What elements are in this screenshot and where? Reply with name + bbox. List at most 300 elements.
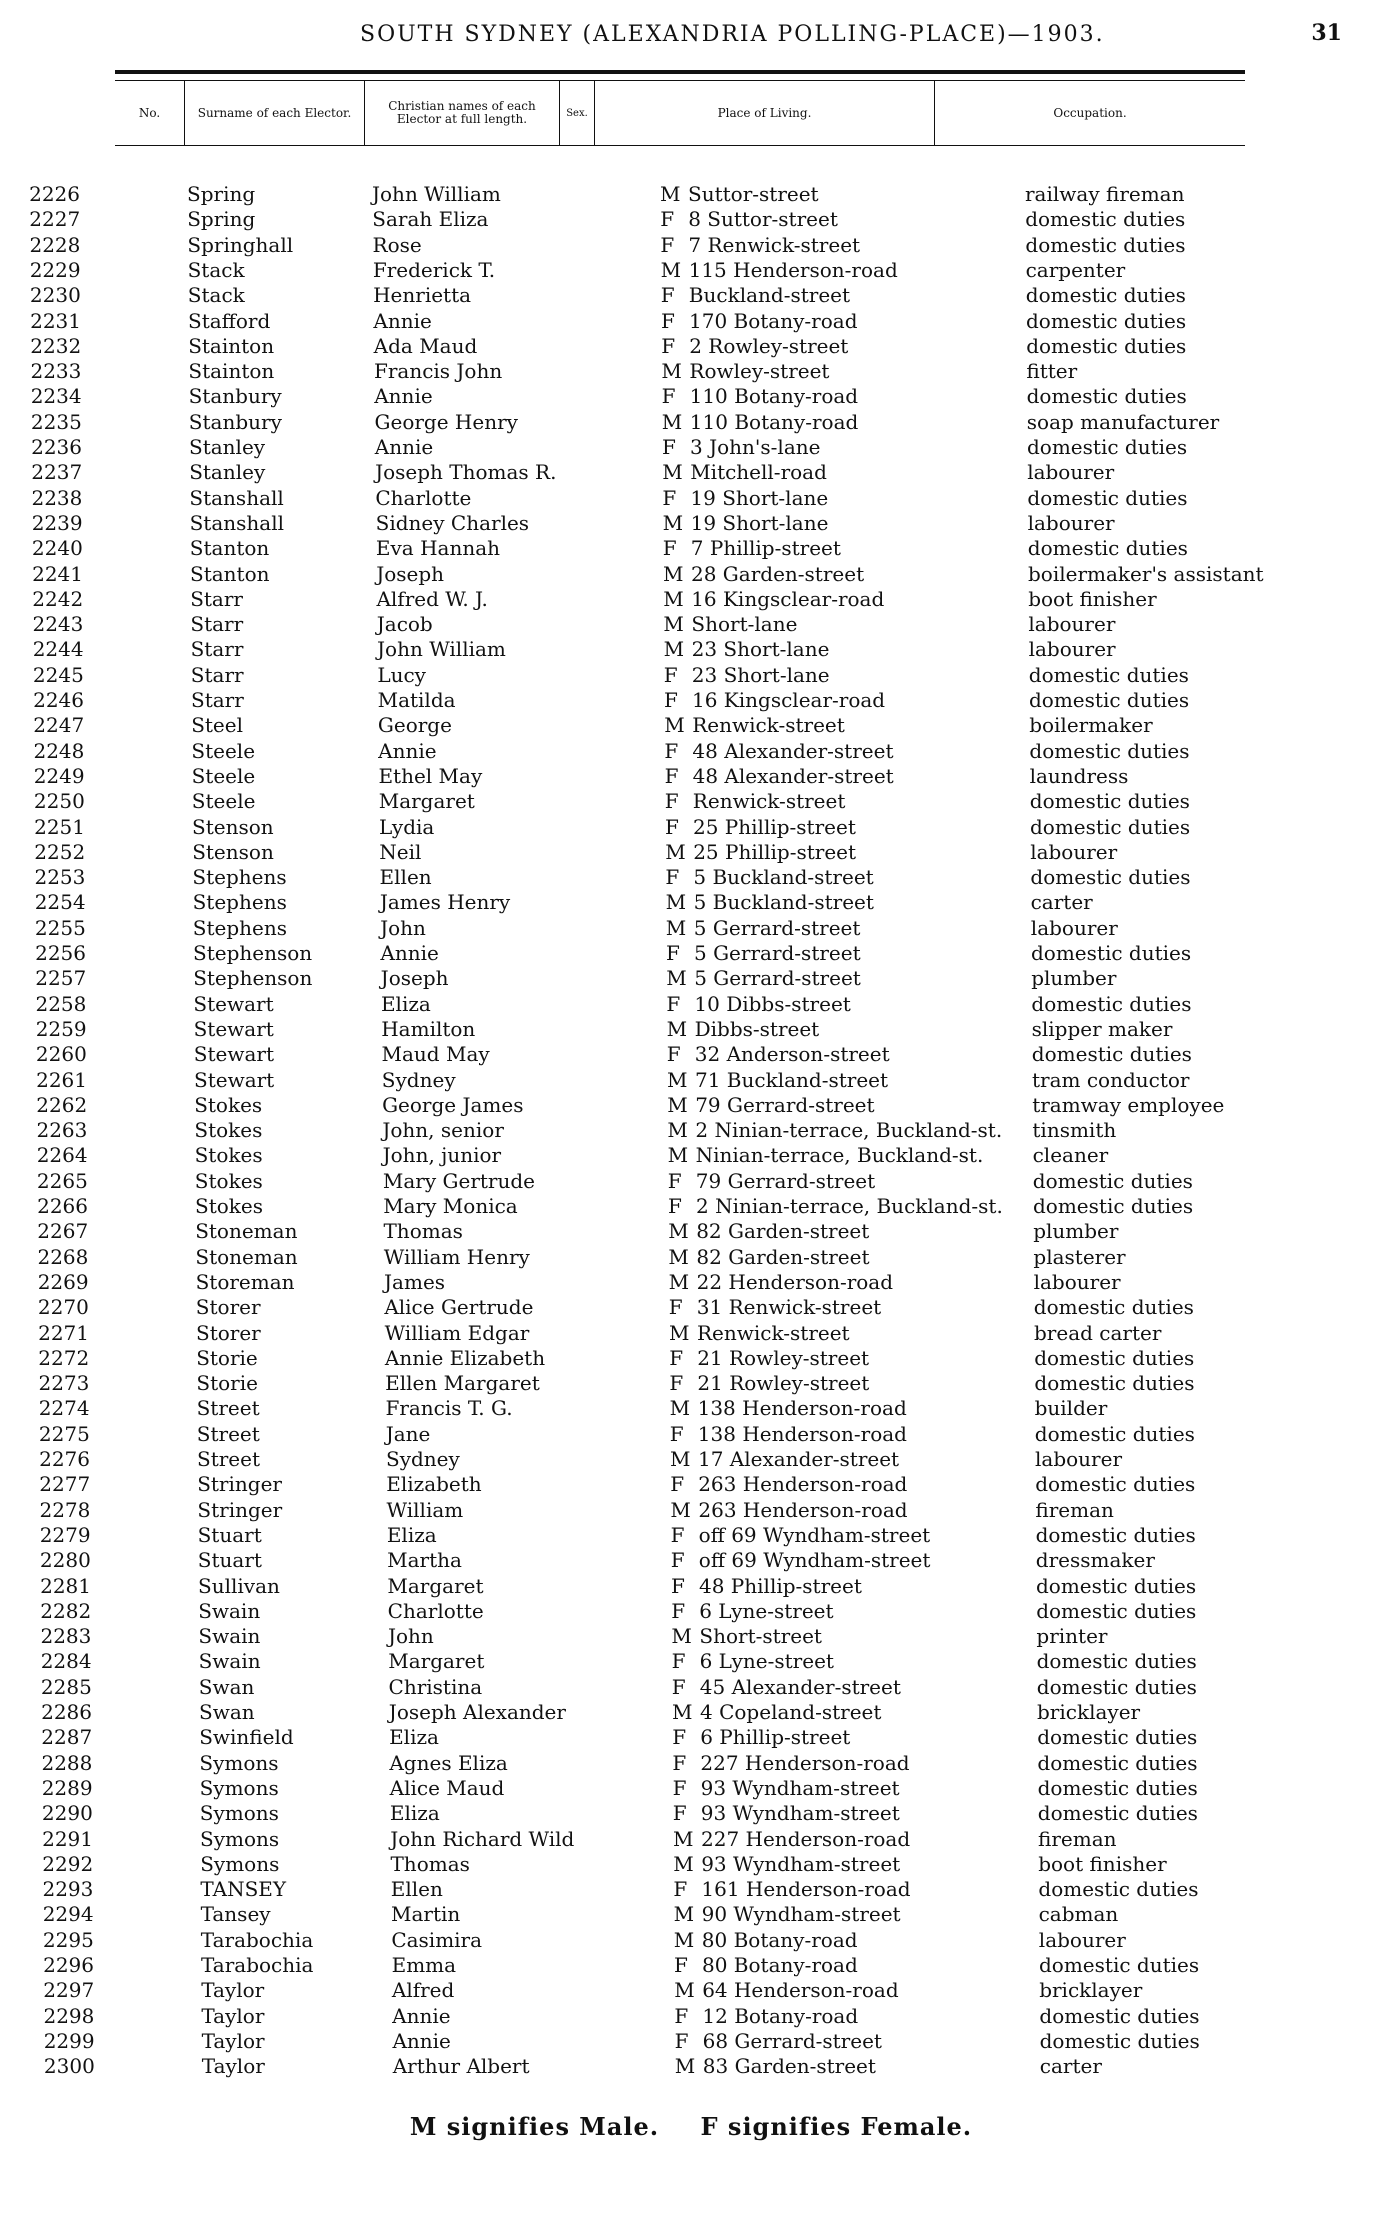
cell-sex: M (669, 1320, 690, 1345)
cell-no: 2280 (39, 1548, 91, 1573)
cell-place: 5 Gerrard-street (694, 966, 861, 991)
cell-sex: M (673, 1851, 694, 1876)
cell-place: 28 Garden-street (691, 561, 865, 586)
cell-no: 2276 (39, 1447, 90, 1471)
cell-place: 83 Garden-street (702, 2054, 876, 2079)
cell-surname: Stanley (189, 435, 266, 459)
cell-christian: Frederick T. (372, 257, 496, 282)
cell-occupation: labourer (1028, 612, 1116, 637)
page-number: 31 (1311, 20, 1342, 46)
cell-occupation: domestic duties (1039, 1953, 1200, 1977)
cell-occupation: boot finisher (1038, 1851, 1167, 1876)
cell-no: 2262 (36, 1092, 88, 1117)
cell-christian: Sarah Eliza (372, 207, 489, 232)
cell-place: 79 Gerrard-street (695, 1168, 876, 1193)
cell-surname: Swan (199, 1700, 255, 1724)
cell-surname: Stainton (188, 359, 275, 384)
cell-sex: F (664, 763, 679, 788)
cell-surname: Symons (199, 1750, 279, 1775)
cell-no: 2256 (35, 941, 86, 965)
cell-surname: Stanley (189, 460, 266, 485)
cell-place: 5 Gerrard-street (693, 915, 861, 940)
table-row (0, 789, 1382, 814)
table-row (0, 2004, 1382, 2029)
cell-christian: Annie (374, 384, 433, 409)
cell-occupation: domestic duties (1035, 1522, 1196, 1547)
cell-no: 2291 (42, 1826, 93, 1851)
cell-christian: Joseph (380, 966, 449, 991)
table-row (0, 1396, 1382, 1421)
cell-sex: M (674, 1978, 695, 2003)
table-row (0, 1194, 1382, 1219)
cell-surname: Stokes (194, 1143, 263, 1168)
cell-surname: Storeman (195, 1269, 295, 1294)
cell-sex: F (664, 738, 679, 763)
cell-occupation: domestic duties (1029, 789, 1190, 814)
cell-surname: Spring (187, 182, 256, 206)
cell-occupation: domestic duties (1037, 1775, 1198, 1800)
cell-christian: Annie (380, 941, 439, 965)
cell-sex: M (668, 1269, 690, 1294)
cell-no: 2250 (33, 789, 85, 814)
col-header-no: No. (115, 81, 185, 145)
cell-place: 170 Botany-road (689, 308, 858, 333)
cell-surname: Starr (190, 662, 244, 687)
table-row (0, 334, 1382, 359)
cell-christian: Francis T. G. (385, 1396, 513, 1421)
cell-surname: Springhall (187, 232, 294, 257)
cell-christian: Margaret (388, 1649, 485, 1674)
cell-surname: Swain (198, 1649, 261, 1674)
cell-no: 2278 (39, 1497, 91, 1522)
cell-surname: Stewart (193, 1042, 275, 1067)
cell-place: 115 Henderson-road (688, 257, 898, 282)
cell-place: 64 Henderson-road (702, 1978, 899, 2003)
cell-place: Mitchell-road (690, 460, 827, 485)
table-row (0, 384, 1382, 409)
cell-sex: F (670, 1548, 685, 1573)
cell-occupation: labourer (1038, 1927, 1126, 1952)
cell-occupation: domestic duties (1033, 1295, 1194, 1320)
cell-sex: M (667, 1092, 688, 1117)
table-row (0, 1928, 1382, 1953)
cell-place: 48 Phillip-street (699, 1573, 862, 1598)
cell-occupation: plumber (1033, 1219, 1119, 1244)
table-row (0, 1017, 1382, 1042)
cell-sex: M (663, 561, 684, 586)
cell-christian: Henrietta (373, 283, 472, 308)
cell-surname: Stewart (194, 1067, 275, 1092)
cell-christian: Martha (387, 1548, 462, 1573)
cell-sex: F (674, 2028, 689, 2053)
cell-occupation: domestic duties (1035, 1472, 1196, 1497)
cell-no: 2267 (37, 1219, 89, 1244)
cell-sex: F (662, 536, 677, 561)
cell-sex: F (669, 1371, 684, 1396)
cell-occupation: domestic duties (1034, 1371, 1195, 1396)
col-header-surname: Surname of each Elector. (185, 81, 365, 145)
cell-place: 5 Gerrard-street (694, 941, 861, 965)
cell-occupation: domestic duties (1027, 485, 1188, 510)
cell-surname: Stanbury (188, 384, 282, 409)
cell-place: 79 Gerrard-street (695, 1092, 875, 1117)
table-row (0, 1498, 1382, 1523)
cell-occupation: domestic duties (1036, 1674, 1197, 1699)
cell-place: off 69 Wyndham-street (698, 1548, 931, 1573)
cell-christian: Ethel May (378, 763, 483, 788)
cell-sex: F (663, 662, 678, 687)
table-row (0, 511, 1382, 536)
cell-no: 2299 (43, 2028, 95, 2053)
cell-no: 2288 (41, 1750, 93, 1775)
cell-christian: Joseph Alexander (388, 1700, 566, 1724)
cell-no: 2233 (30, 359, 82, 384)
cell-christian: Annie (378, 738, 437, 763)
cell-sex: F (674, 2003, 689, 2028)
cell-christian: Maud May (381, 1042, 490, 1067)
cell-place: 2 Ninian-terrace, Buckland-st. (696, 1194, 1003, 1218)
cell-place: 80 Botany-road (701, 1927, 858, 1952)
table-row (0, 1902, 1382, 1927)
cell-christian: Alfred W. J. (376, 586, 488, 611)
table-row (0, 1523, 1382, 1548)
cell-christian: Hamilton (381, 1016, 476, 1041)
cell-occupation: domestic duties (1029, 738, 1190, 763)
cell-christian: Eliza (380, 991, 431, 1016)
cell-no: 2251 (34, 814, 85, 839)
table-row (0, 1346, 1382, 1371)
cell-christian: Mary Gertrude (382, 1168, 536, 1193)
cell-surname: Stack (187, 257, 245, 282)
cell-sex: M (665, 839, 686, 864)
cell-christian: Margaret (387, 1573, 484, 1598)
page-header (0, 18, 1382, 58)
cell-surname: Steele (191, 789, 256, 814)
cell-surname: Steele (191, 738, 256, 763)
cell-sex: F (670, 1522, 685, 1547)
cell-sex: M (673, 1826, 694, 1851)
table-row (0, 916, 1382, 941)
cell-no: 2236 (31, 435, 82, 459)
cell-no: 2257 (35, 966, 87, 991)
cell-occupation: domestic duties (1025, 207, 1186, 232)
cell-place: Buckland-street (688, 283, 851, 308)
cell-place: 227 Henderson-road (701, 1826, 911, 1851)
cell-sex: M (660, 182, 681, 206)
cell-sex: M (663, 637, 685, 662)
cell-place: 21 Rowley-street (697, 1345, 870, 1370)
cell-occupation: bread carter (1034, 1320, 1162, 1345)
cell-occupation: domestic duties (1027, 536, 1188, 561)
cell-occupation: soap manufacturer (1026, 409, 1220, 434)
cell-occupation: builder (1034, 1396, 1108, 1421)
cell-place: 110 Botany-road (689, 384, 859, 409)
cell-occupation: fireman (1035, 1497, 1114, 1522)
cell-christian: Sidney Charles (375, 510, 530, 535)
cell-christian: Annie (373, 308, 432, 333)
cell-place: Suttor-street (688, 182, 819, 206)
cell-occupation: domestic duties (1031, 1042, 1192, 1067)
cell-christian: George James (382, 1092, 524, 1117)
cell-occupation: domestic duties (1026, 384, 1187, 409)
cell-occupation: tramway employee (1032, 1092, 1225, 1117)
cell-occupation: carpenter (1025, 257, 1126, 282)
table-row (0, 663, 1382, 688)
cell-place: 16 Kingsclear-road (691, 586, 885, 611)
table-row (0, 460, 1382, 485)
cell-occupation: domestic duties (1039, 2028, 1200, 2053)
table-row (0, 1169, 1382, 1194)
cell-no: 2235 (30, 409, 82, 434)
cell-christian: James (384, 1269, 446, 1294)
cell-occupation: boilermaker (1029, 713, 1153, 738)
cell-sex: M (667, 1067, 688, 1092)
cell-no: 2289 (41, 1775, 93, 1800)
cell-place: 19 Short-lane (690, 510, 829, 535)
cell-surname: Taylor (201, 2054, 265, 2079)
cell-sex: M (662, 460, 683, 485)
cell-sex: F (670, 1472, 685, 1497)
cell-occupation: domestic duties (1034, 1421, 1195, 1446)
cell-place: 263 Henderson-road (698, 1497, 908, 1522)
cell-place: 8 Suttor-street (688, 207, 838, 232)
cell-occupation: domestic duties (1037, 1801, 1198, 1826)
cell-occupation: fitter (1026, 359, 1078, 384)
cell-occupation: labourer (1027, 460, 1115, 485)
cell-surname: Stainton (188, 333, 275, 358)
cell-occupation: laundress (1029, 763, 1129, 788)
cell-occupation: domestic duties (1031, 991, 1192, 1016)
cell-surname: Street (197, 1447, 261, 1471)
cell-no: 2253 (34, 865, 86, 890)
table-row (0, 1093, 1382, 1118)
cell-no: 2271 (38, 1320, 89, 1345)
cell-no: 2283 (40, 1624, 92, 1649)
cell-occupation: domestic duties (1025, 232, 1186, 257)
table-row (0, 1219, 1382, 1244)
cell-no: 2272 (38, 1345, 90, 1370)
cell-christian: Agnes Eliza (389, 1750, 508, 1775)
cell-place: Ninian-terrace, Buckland-st. (695, 1143, 984, 1168)
cell-place: 19 Short-lane (690, 485, 829, 510)
cell-place: 6 Lyne-street (699, 1598, 834, 1623)
cell-place: 23 Short-lane (691, 637, 830, 662)
cell-surname: Swain (198, 1624, 261, 1649)
cell-surname: Tarabochia (201, 1953, 314, 1977)
cell-place: 12 Botany-road (702, 2003, 859, 2028)
cell-place: 80 Botany-road (702, 1953, 858, 1977)
table-row (0, 1649, 1382, 1674)
table-row (0, 1270, 1382, 1295)
cell-surname: Stringer (197, 1497, 283, 1522)
cell-place: 2 Rowley-street (689, 333, 849, 358)
cell-christian: Martin (391, 1902, 461, 1927)
col-header-place: Place of Living. (595, 81, 935, 145)
cell-no: 2234 (30, 384, 82, 409)
cell-sex: M (670, 1497, 691, 1522)
table-row (0, 739, 1382, 764)
cell-sex: M (663, 612, 684, 637)
cell-no: 2297 (43, 1978, 95, 2003)
cell-place: 3 John's-lane (690, 435, 821, 459)
table-row (0, 1371, 1382, 1396)
cell-surname: Stewart (193, 1016, 274, 1041)
cell-no: 2274 (38, 1396, 90, 1421)
cell-no: 2277 (39, 1472, 91, 1497)
table-row (0, 1852, 1382, 1877)
cell-christian: James Henry (379, 890, 511, 915)
cell-surname: Starr (190, 586, 243, 611)
table-row (0, 1801, 1382, 1826)
table-row (0, 713, 1382, 738)
cell-occupation: domestic duties (1030, 865, 1191, 890)
cell-occupation: domestic duties (1027, 435, 1188, 459)
cell-place: Dibbs-street (694, 1016, 820, 1041)
cell-sex: M (672, 1700, 693, 1724)
cell-no: 2247 (33, 713, 85, 738)
cell-christian: John William (372, 182, 501, 206)
cell-christian: Emma (391, 1953, 457, 1977)
cell-place: 22 Henderson-road (696, 1269, 894, 1294)
cell-no: 2281 (40, 1573, 91, 1598)
cell-no: 2240 (31, 536, 83, 561)
cell-sex: F (664, 688, 678, 712)
cell-surname: Stanton (190, 561, 270, 586)
cell-occupation: plumber (1031, 966, 1117, 991)
cell-surname: Taylor (201, 1978, 265, 2003)
cell-surname: Stenson (192, 839, 274, 864)
table-row (0, 1548, 1382, 1573)
cell-surname: Swain (198, 1598, 261, 1623)
cell-sex: F (666, 941, 680, 965)
cell-no: 2258 (35, 991, 87, 1016)
cell-surname: Storie (196, 1345, 258, 1370)
cell-sex: F (665, 814, 679, 839)
cell-sex: F (660, 207, 675, 232)
cell-sex: M (673, 1902, 695, 1927)
cell-sex: F (671, 1573, 685, 1598)
cell-sex: F (666, 1042, 681, 1067)
cell-no: 2226 (29, 182, 80, 206)
cell-surname: Steel (191, 713, 243, 738)
cell-christian: Joseph (376, 561, 445, 586)
cell-sex: F (671, 1598, 686, 1623)
cell-sex: F (672, 1801, 687, 1826)
cell-sex: M (662, 510, 684, 535)
cell-no: 2229 (29, 257, 81, 282)
cell-place: 16 Kingsclear-road (692, 688, 886, 712)
cell-no: 2241 (32, 561, 83, 586)
cell-occupation: labourer (1035, 1447, 1123, 1471)
cell-place: 263 Henderson-road (698, 1472, 908, 1497)
cell-surname: Taylor (201, 2028, 265, 2053)
cell-christian: Jacob (376, 612, 433, 637)
cell-christian: Ellen (390, 1877, 443, 1902)
cell-christian: George (377, 713, 452, 738)
cell-christian: Eliza (386, 1522, 437, 1547)
cell-occupation: fireman (1038, 1826, 1117, 1851)
cell-sex: F (671, 1649, 686, 1674)
cell-occupation: domestic duties (1033, 1194, 1194, 1218)
table-row (0, 435, 1382, 460)
table-row (0, 1877, 1382, 1902)
cell-christian: Thomas (383, 1219, 463, 1244)
cell-surname: Starr (190, 612, 244, 637)
page-title: SOUTH SYDNEY (ALEXANDRIA POLLING-PLACE)—1903. (360, 22, 1105, 47)
cell-no: 2279 (39, 1522, 91, 1547)
table-row (0, 1295, 1382, 1320)
cell-occupation: carter (1039, 2054, 1102, 2079)
cell-sex: F (669, 1345, 684, 1370)
table-row (0, 587, 1382, 612)
cell-christian: Eva Hannah (375, 536, 501, 561)
cell-surname: Swan (198, 1674, 255, 1699)
cell-occupation: labourer (1028, 637, 1116, 662)
cell-no: 2268 (37, 1244, 89, 1269)
cell-surname: Stephenson (193, 941, 313, 965)
table-row (0, 1978, 1382, 2003)
cell-place: 227 Henderson-road (700, 1750, 910, 1775)
table-row (0, 1447, 1382, 1472)
table-row (0, 1068, 1382, 1093)
cell-occupation: railway fireman (1025, 182, 1185, 206)
cell-no: 2249 (33, 763, 85, 788)
cell-occupation: carter (1030, 890, 1093, 915)
table-row (0, 207, 1382, 232)
cell-place: 110 Botany-road (689, 409, 859, 434)
table-row (0, 1574, 1382, 1599)
cell-occupation: domestic duties (1037, 1750, 1198, 1775)
cell-place: 45 Alexander-street (699, 1674, 901, 1699)
cell-no: 2290 (41, 1801, 93, 1826)
cell-place: 138 Henderson-road (697, 1421, 907, 1446)
table-row (0, 1599, 1382, 1624)
male-note: M signifies Male. (409, 2112, 660, 2141)
cell-occupation: domestic duties (1032, 1168, 1193, 1193)
table-row (0, 562, 1382, 587)
cell-surname: Taylor (201, 2003, 265, 2028)
table-row (0, 1700, 1382, 1725)
cell-christian: Jane (385, 1421, 431, 1446)
cell-christian: Annie (392, 2003, 451, 2028)
cell-sex: F (660, 283, 675, 308)
table-row (0, 992, 1382, 1017)
cell-place: 93 Wyndham-street (701, 1851, 901, 1876)
cell-place: off 69 Wyndham-street (698, 1522, 931, 1547)
cell-place: Short-lane (691, 612, 798, 637)
cell-christian: Sydney (386, 1447, 460, 1471)
cell-place: Renwick-street (692, 789, 846, 814)
cell-place: 25 Phillip-street (693, 839, 857, 864)
cell-christian: Arthur Albert (392, 2054, 530, 2079)
cell-christian: Ada Maud (373, 333, 478, 358)
cell-no: 2275 (38, 1421, 90, 1446)
cell-occupation: domestic duties (1026, 308, 1187, 333)
cell-occupation: domestic duties (1036, 1598, 1197, 1623)
cell-occupation: labourer (1030, 915, 1118, 940)
cell-sex: F (672, 1750, 687, 1775)
cell-occupation: domestic duties (1036, 1573, 1197, 1598)
cell-place: 161 Henderson-road (701, 1877, 911, 1902)
table-row (0, 1042, 1382, 1067)
cell-sex: M (669, 1396, 691, 1421)
cell-no: 2246 (33, 688, 84, 712)
cell-no: 2298 (43, 2003, 95, 2028)
cell-surname: Stokes (194, 1118, 263, 1143)
table-row (0, 1422, 1382, 1447)
cell-sex: F (672, 1775, 687, 1800)
cell-occupation: domestic duties (1039, 2003, 1200, 2028)
